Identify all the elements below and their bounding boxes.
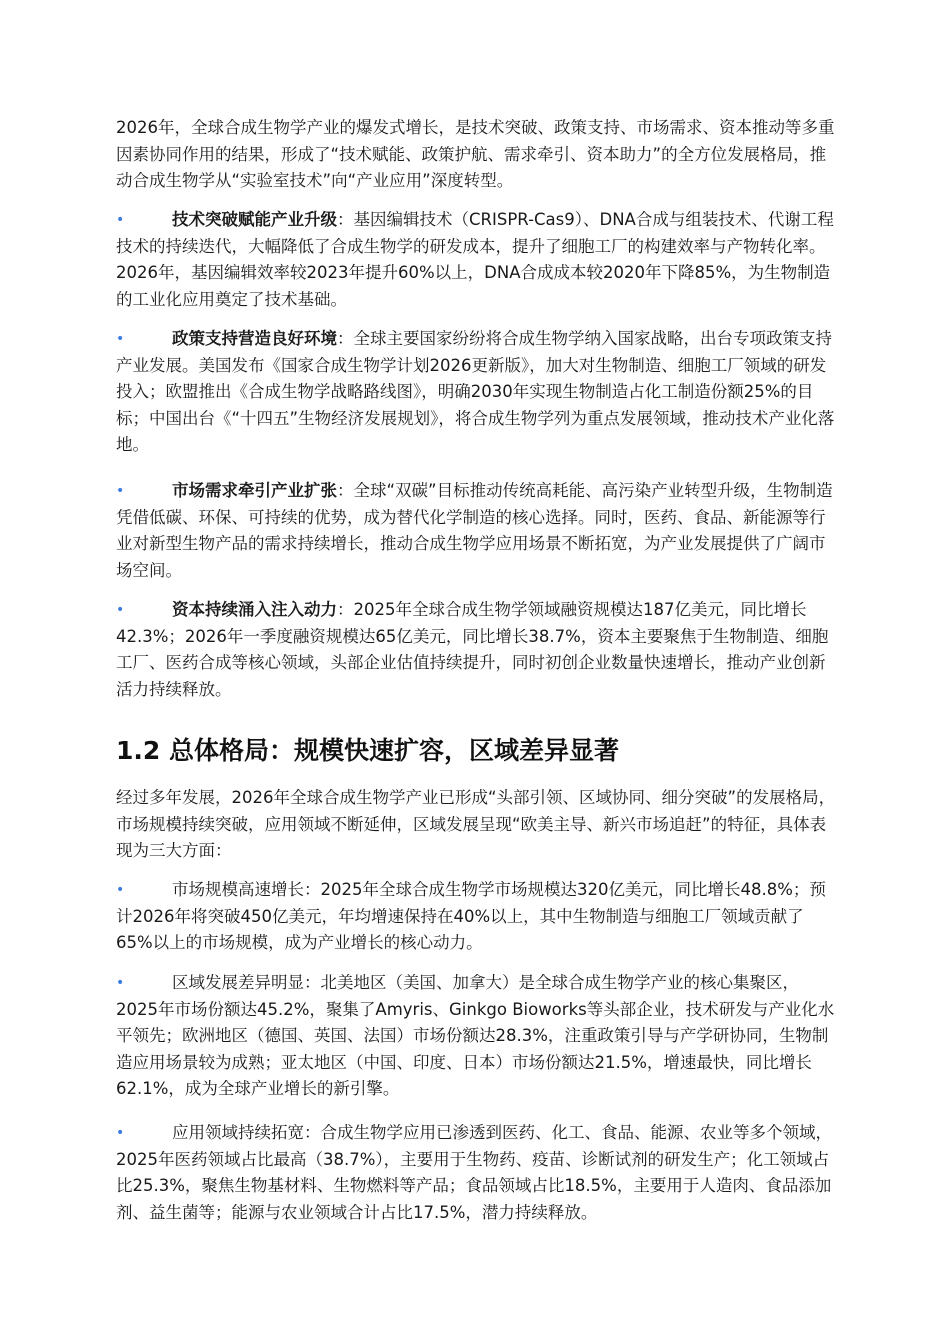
bullet-text: ：全球“双碳”目标推动传统高耗能、高污染产业转型升级，生物制造凭借低碳、环保、可持续的优势，成为替代化学制造的核心选择。同时，医药、食品、新能源等行业对新型生物产品的需求持续增长，推动合成生物学应用场景不断拓宽，为产业发展提供了广阔市场空间。 <box>116 481 833 580</box>
bullet-text: 区域发展差异明显：北美地区（美国、加拿大）是全球合成生物学产业的核心集聚区，2025年市场份额达45.2%，聚集了Amyris、Ginkgo Bioworks等头部企业，技术研发与产业化水平领先；欧洲地区（德国、英国、法国）市场份额达28.3%，注重政策引导与产学研协同，生物制造应用场景较为成熟；亚太地区（中国、印度、日本）市场份额达21.5%，增速最快，同比增长62.1%，成为全球产业增长的新引擎。 <box>116 973 835 1099</box>
bullet-dot: • <box>116 602 125 618</box>
bullet-tech <box>116 207 836 313</box>
bullet-market <box>116 478 836 584</box>
bullet-capital <box>116 597 836 703</box>
bullet-text: 市场规模高速增长：2025年全球合成生物学市场规模达320亿美元，同比增长48.8%；预计2026年将突破450亿美元，年均增速保持在40%以上，其中生物制造与细胞工厂领域贡献了65%以上的市场规模，成为产业增长的核心动力。 <box>116 880 826 953</box>
bullet-application <box>116 1120 836 1226</box>
section-heading: 1.2 总体格局：规模快速扩容，区域差异显著 <box>116 736 619 765</box>
bullet-dot: • <box>116 975 125 991</box>
bullet-dot: • <box>116 483 125 499</box>
bullet-region <box>116 970 836 1103</box>
bullet-title: 技术突破赋能产业升级 <box>172 210 337 229</box>
bullet-text: 应用领域持续拓宽：合成生物学应用已渗透到医药、化工、食品、能源、农业等多个领域，2025年医药领域占比最高（38.7%），主要用于生物药、疫苗、诊断试剂的研发生产；化工领域占比25.3%，聚焦生物基材料、生物燃料等产品；食品领域占比18.5%，主要用于人造肉、食品添加剂、益生菌等；能源与农业领域合计占比17.5%，潜力持续释放。 <box>116 1123 832 1222</box>
intro-paragraph: 2026年，全球合成生物学产业的爆发式增长，是技术突破、政策支持、市场需求、资本推动等多重因素协同作用的结果，形成了“技术赋能、政策护航、需求牵引、资本助力”的全方位发展格局，推动合成生物学从“实验室技术”向“产业应用”深度转型。 <box>116 118 835 191</box>
overview-paragraph: 经过多年发展，2026年全球合成生物学产业已形成“头部引领、区域协同、细分突破”的发展格局，市场规模持续突破，应用领域不断延伸，区域发展呈现“欧美主导、新兴市场追赶”的特征，具体表现为三大方面： <box>116 788 836 861</box>
bullet-policy <box>116 326 836 459</box>
bullet-title: 资本持续涌入注入动力 <box>172 600 337 619</box>
bullet-title: 市场需求牵引产业扩张 <box>172 481 337 500</box>
bullet-dot: • <box>116 212 125 228</box>
bullet-text: ：2025年全球合成生物学领域融资规模达187亿美元，同比增长42.3%；2026年一季度融资规模达65亿美元，同比增长38.7%，资本主要聚焦于生物制造、细胞工厂、医药合成等核心领域，头部企业估值持续提升，同时初创企业数量快速增长，推动产业创新活力持续释放。 <box>116 600 829 699</box>
bullet-title: 政策支持营造良好环境 <box>172 329 337 348</box>
bullet-text: ：基因编辑技术（CRISPR-Cas9）、DNA合成与组装技术、代谢工程技术的持续迭代，大幅降低了合成生物学的研发成本，提升了细胞工厂的构建效率与产物转化率。2026年，基因编辑效率较2023年提升60%以上，DNA合成成本较2020年下降85%，为生物制造的工业化应用奠定了技术基础。 <box>116 210 834 309</box>
bullet-dot: • <box>116 1125 125 1141</box>
bullet-scale <box>116 877 836 957</box>
bullet-text: ：全球主要国家纷纷将合成生物学纳入国家战略，出台专项政策支持产业发展。美国发布《国家合成生物学计划2026更新版》，加大对生物制造、细胞工厂领域的研发投入；欧盟推出《合成生物学战略路线图》，明确2030年实现生物制造占化工制造份额25%的目标；中国出台《“十四五”生物经济发展规划》，将合成生物学列为重点发展领域，推动技术产业化落地。 <box>116 329 835 455</box>
bullet-dot: • <box>116 882 125 898</box>
bullet-dot: • <box>116 331 125 347</box>
